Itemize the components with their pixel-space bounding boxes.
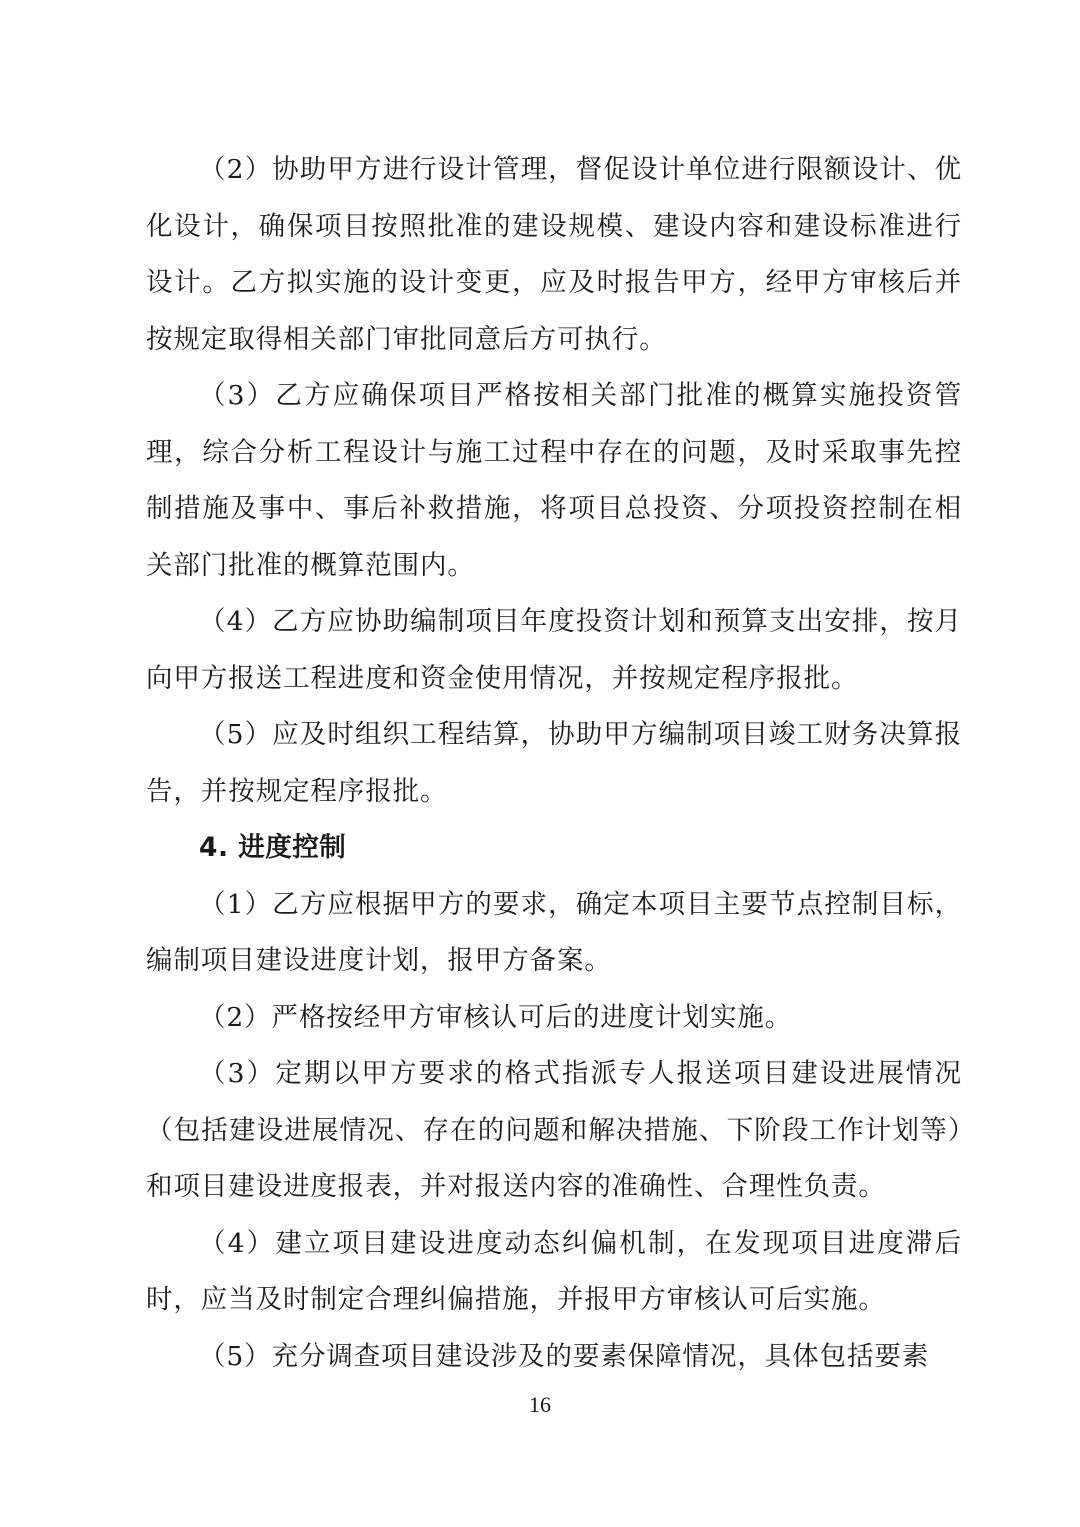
paragraph-schedule-targets: （1）乙方应根据甲方的要求，确定本项目主要节点控制目标，编制项目建设进度计划，报甲方备案。	[146, 888, 962, 976]
paragraph-design-management: （2）协助甲方进行设计管理，督促设计单位进行限额设计、优化设计，确保项目按照批准的建设规模、建设内容和建设标准进行设计。乙方拟实施的设计变更，应及时报告甲方，经甲方审核后并按规定取得相关部门审批同意后方可执行。	[146, 154, 962, 355]
paragraph-deviation-correction: （4）建立项目建设进度动态纠偏机制，在发现项目进度滞后时，应当及时制定合理纠偏措施，并报甲方审核认可后实施。	[146, 1227, 962, 1315]
paragraph-progress-reporting: （3）定期以甲方要求的格式指派专人报送项目建设进展情况（包括建设进展情况、存在的问题和解决措施、下阶段工作计划等）和项目建设进度报表，并对报送内容的准确性、合理性负责。	[146, 1058, 962, 1202]
paragraph-annual-plan: （4）乙方应协助编制项目年度投资计划和预算支出安排，按月向甲方报送工程进度和资金使用情况，并按规定程序报批。	[146, 606, 962, 694]
paragraph-schedule-implementation: （2）严格按经甲方审核认可后的进度计划实施。	[199, 1001, 793, 1033]
section-heading-schedule-control: 4. 进度控制	[199, 832, 347, 863]
paragraph-investment-control: （3）乙方应确保项目严格按相关部门批准的概算实施投资管理，综合分析工程设计与施工过程中存在的问题，及时采取事先控制措施及事中、事后补救措施，将项目总投资、分项投资控制在相关部门批准的概算范围内。	[146, 380, 962, 581]
paragraph-settlement: （5）应及时组织工程结算，协助甲方编制项目竣工财务决算报告，并按规定程序报批。	[146, 719, 962, 807]
page-number: 16	[529, 1392, 551, 1417]
paragraph-resource-survey: （5）充分调查项目建设涉及的要素保障情况，具体包括要素	[199, 1340, 930, 1372]
page-body	[146, 142, 962, 1385]
